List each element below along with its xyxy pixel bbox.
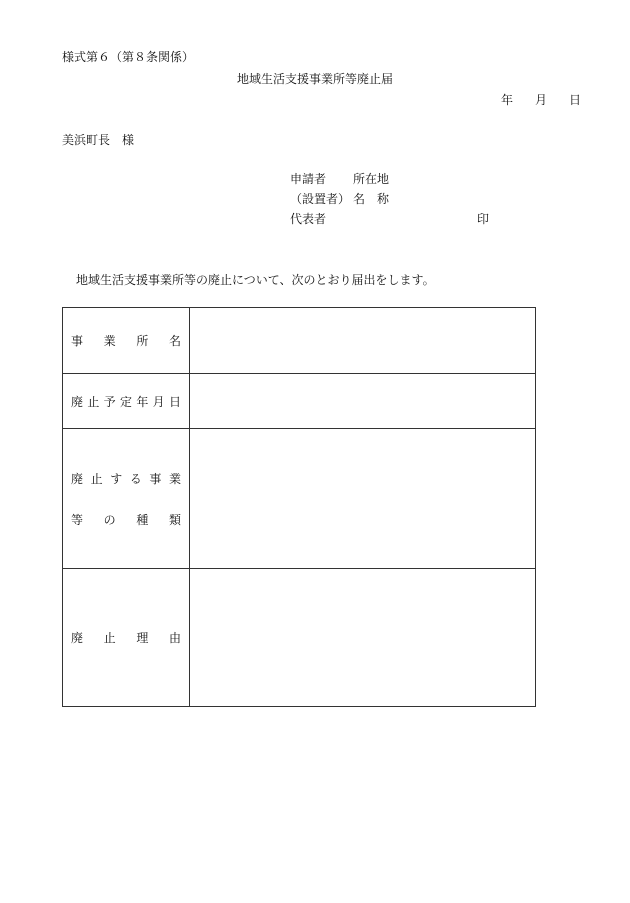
applicant-representative-row [290,210,353,227]
label-char: 年 [136,394,149,409]
table-row-office-name [63,308,536,374]
applicant-role-label: 申請者 [290,172,327,186]
office-name-label [63,332,189,349]
office-name-label-cell [63,308,190,374]
office-name-value-cell[interactable] [190,308,536,374]
label-char: 予 [103,394,116,409]
business-type-value-cell[interactable] [190,429,536,569]
addressee-honorific: 様 [122,133,135,147]
label-char: 定 [119,394,132,409]
reason-value-cell[interactable] [190,569,536,707]
reason-label-cell [63,569,190,707]
label-char: 業 [103,334,116,348]
label-char: 種 [136,512,149,527]
location-label: 所在地 [353,172,390,186]
label-char: 理 [136,631,149,645]
form-table [62,307,536,707]
label-char: 止 [87,394,100,409]
label-char: 月 [152,394,165,409]
seal-mark: 印 [477,212,490,226]
table-row-planned-date [63,374,536,429]
reason-label [63,629,189,646]
label-char: 止 [90,471,103,486]
name-label: 名 称 [353,192,390,206]
label-char: 等 [71,512,84,527]
label-char: 廃 [71,471,84,486]
label-char: 止 [103,631,116,645]
label-char: す [110,471,123,486]
planned-date-value-cell[interactable] [190,374,536,429]
table-row-reason [63,569,536,707]
document-title: 地域生活支援事業所等廃止届 [236,72,393,86]
representative-label: 代表者 [290,212,327,226]
label-char: 由 [168,631,181,645]
label-char: 名 [168,334,181,348]
business-type-label-cell [63,429,190,569]
applicant-name-row [290,190,389,207]
statement-text: 地域生活支援事業所等の廃止について、次のとおり届出をします。 [76,273,435,287]
year-label: 年 [500,93,513,107]
date-line [501,91,581,108]
label-char: 業 [168,471,181,486]
label-char: る [129,471,142,486]
addressee-name: 美浜町長 [62,133,111,147]
label-char: 所 [136,334,149,348]
planned-date-label-cell [63,374,190,429]
label-char: の [103,512,116,527]
applicant-role-sub-label: （設置者） [290,192,351,206]
table-row-business-type [63,429,536,569]
addressee [62,131,134,148]
label-char: 廃 [71,394,84,409]
label-char: 廃 [71,631,84,645]
form-number: 様式第６（第８条関係） [62,50,195,64]
business-type-label [63,470,189,528]
planned-date-label [63,393,189,410]
business-type-label-line2 [63,511,189,528]
business-type-label-line1 [63,470,189,487]
day-label: 日 [568,93,581,107]
label-char: 事 [71,334,84,348]
applicant-location-row [290,170,389,187]
month-label: 月 [534,93,547,107]
label-char: 類 [168,512,181,527]
label-char: 日 [168,394,181,409]
label-char: 事 [149,471,162,486]
